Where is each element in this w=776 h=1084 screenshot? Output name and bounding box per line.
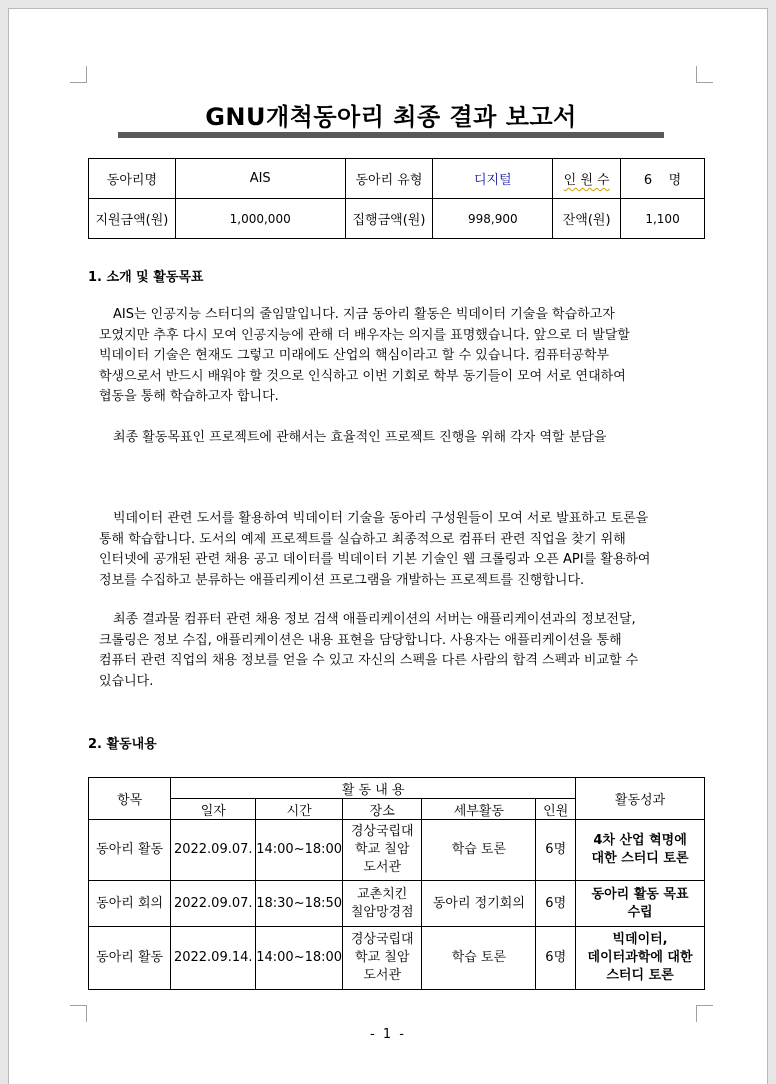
text-line: 인터넷에 공개된 관련 채용 공고 데이터를 빅데이터 기본 기술인 웹 크롤링과 오픈 API를 활용하여 <box>99 552 651 567</box>
margin-mark-top-right <box>696 66 713 83</box>
row-item: 동아리 활동 <box>89 820 171 881</box>
result-paragraph <box>99 610 689 692</box>
club-type-label: 동아리 유형 <box>345 159 433 199</box>
row-place: 경상국립대 학교 칠암 도서관 <box>343 820 422 881</box>
text-line: 통해 학습합니다. 도서의 예제 프로젝트를 실습하고 최종적으로 컴퓨터 관련 직업을 찾기 위해 <box>99 531 626 547</box>
support-amount-label: 지원금액(원) <box>89 199 176 239</box>
support-amount-value: 1,000,000 <box>175 199 345 239</box>
text-line: 협동을 통해 학습하고자 합니다. <box>99 389 279 404</box>
text-line: AIS는 인공지능 스터디의 줄임말입니다. 지금 동아리 활동은 빅데이터 기술을 학습하고자 <box>113 307 615 322</box>
row-result: 4차 산업 혁명에 대한 스터디 토론 <box>576 820 705 881</box>
row-place: 교촌치킨 칠암망경점 <box>343 881 422 927</box>
text-line: 최종 활동목표인 프로젝트에 관해서는 효율적인 프로젝트 진행을 위해 각자 역할 분담을 <box>113 430 607 445</box>
club-info-table <box>88 158 705 239</box>
club-name-label: 동아리명 <box>89 159 176 199</box>
header-result: 활동성과 <box>576 778 705 820</box>
method-paragraph <box>99 509 689 591</box>
text-line: 정보를 수집하고 분류하는 애플리케이션 프로그램을 개발하는 프로젝트를 진행합니다. <box>99 572 585 588</box>
row-date: 2022.09.07. <box>171 820 256 881</box>
text-line: 크롤링은 정보 수집, 애플리케이션은 내용 표현을 담당합니다. 사용자는 애플리케이션을 통해 <box>99 632 622 648</box>
table-row <box>89 927 705 990</box>
table-row <box>89 881 705 927</box>
balance-label: 잔액(원) <box>553 199 621 239</box>
header-content: 활 동 내 용 <box>171 778 576 799</box>
row-item: 동아리 회의 <box>89 881 171 927</box>
header-time: 시간 <box>256 799 343 820</box>
table-row <box>89 820 705 881</box>
spent-amount-value: 998,900 <box>433 199 553 239</box>
page-number: - 1 - <box>370 1027 406 1042</box>
header-place: 장소 <box>343 799 422 820</box>
row-result: 빅데이터, 데이터과학에 대한 스터디 토론 <box>576 927 705 990</box>
club-type-value: 디지털 <box>433 159 553 199</box>
row-item: 동아리 활동 <box>89 927 171 990</box>
row-detail: 동아리 정기회의 <box>422 881 536 927</box>
section1-heading: 1. 소개 및 활동목표 <box>88 270 204 285</box>
row-people: 6명 <box>536 820 576 881</box>
text-line: 빅데이터 기술은 현재도 그렇고 미래에도 산업의 핵심이라고 할 수 있습니다. 컴퓨터공학부 <box>99 348 610 363</box>
row-detail: 학습 토론 <box>422 927 536 990</box>
margin-mark-top-left <box>70 66 87 83</box>
header-date: 일자 <box>171 799 256 820</box>
header-item: 항목 <box>89 778 171 820</box>
members-label: 인 원 수 <box>553 159 621 199</box>
text-line: 최종 결과물 컴퓨터 관련 채용 정보 검색 애플리케이션의 서버는 애플리케이션과의 정보전달, <box>113 612 636 627</box>
text-line: 학생으로서 반드시 배워야 할 것으로 인식하고 이번 기회로 학부 동기들이 모여 서로 연대하여 <box>99 368 626 384</box>
row-people: 6명 <box>536 881 576 927</box>
row-time: 14:00~18:00 <box>256 927 343 990</box>
text-line: 있습니다. <box>99 673 154 689</box>
text-line: 빅데이터 관련 도서를 활용하여 빅데이터 기술을 동아리 구성원들이 모여 서로 발표하고 토론을 <box>113 511 649 526</box>
row-time: 18:30~18:50 <box>256 881 343 927</box>
header-detail: 세부활동 <box>422 799 536 820</box>
row-result: 동아리 활동 목표 수립 <box>576 881 705 927</box>
section2-heading: 2. 활동내용 <box>88 737 157 752</box>
spent-amount-label: 집행금액(원) <box>345 199 433 239</box>
row-detail: 학습 토론 <box>422 820 536 881</box>
row-place: 경상국립대 학교 칠암 도서관 <box>343 927 422 990</box>
row-people: 6명 <box>536 927 576 990</box>
text-line: 컴퓨터 관련 직업의 채용 정보를 얻을 수 있고 자신의 스펙을 다른 사람의 합격 스펙과 비교할 수 <box>99 653 639 668</box>
row-time: 14:00~18:00 <box>256 820 343 881</box>
title-underline-bar <box>118 132 664 138</box>
row-date: 2022.09.14. <box>171 927 256 990</box>
goal-paragraph <box>99 428 689 449</box>
intro-paragraph-1 <box>99 305 689 408</box>
club-name-value: AIS <box>175 159 345 199</box>
text-line: 모였지만 추후 다시 모여 인공지능에 관해 더 배우자는 의지를 표명했습니다. 앞으로 더 발달할 <box>99 327 630 343</box>
members-value: 6 명 <box>621 159 705 199</box>
row-date: 2022.09.07. <box>171 881 256 927</box>
header-people: 인원 <box>536 799 576 820</box>
margin-mark-bottom-right <box>696 1005 713 1022</box>
document-title: GNU개척동아리 최종 결과 보고서 <box>205 103 577 131</box>
activity-table <box>88 777 705 990</box>
balance-value: 1,100 <box>621 199 705 239</box>
margin-mark-bottom-left <box>70 1005 87 1022</box>
